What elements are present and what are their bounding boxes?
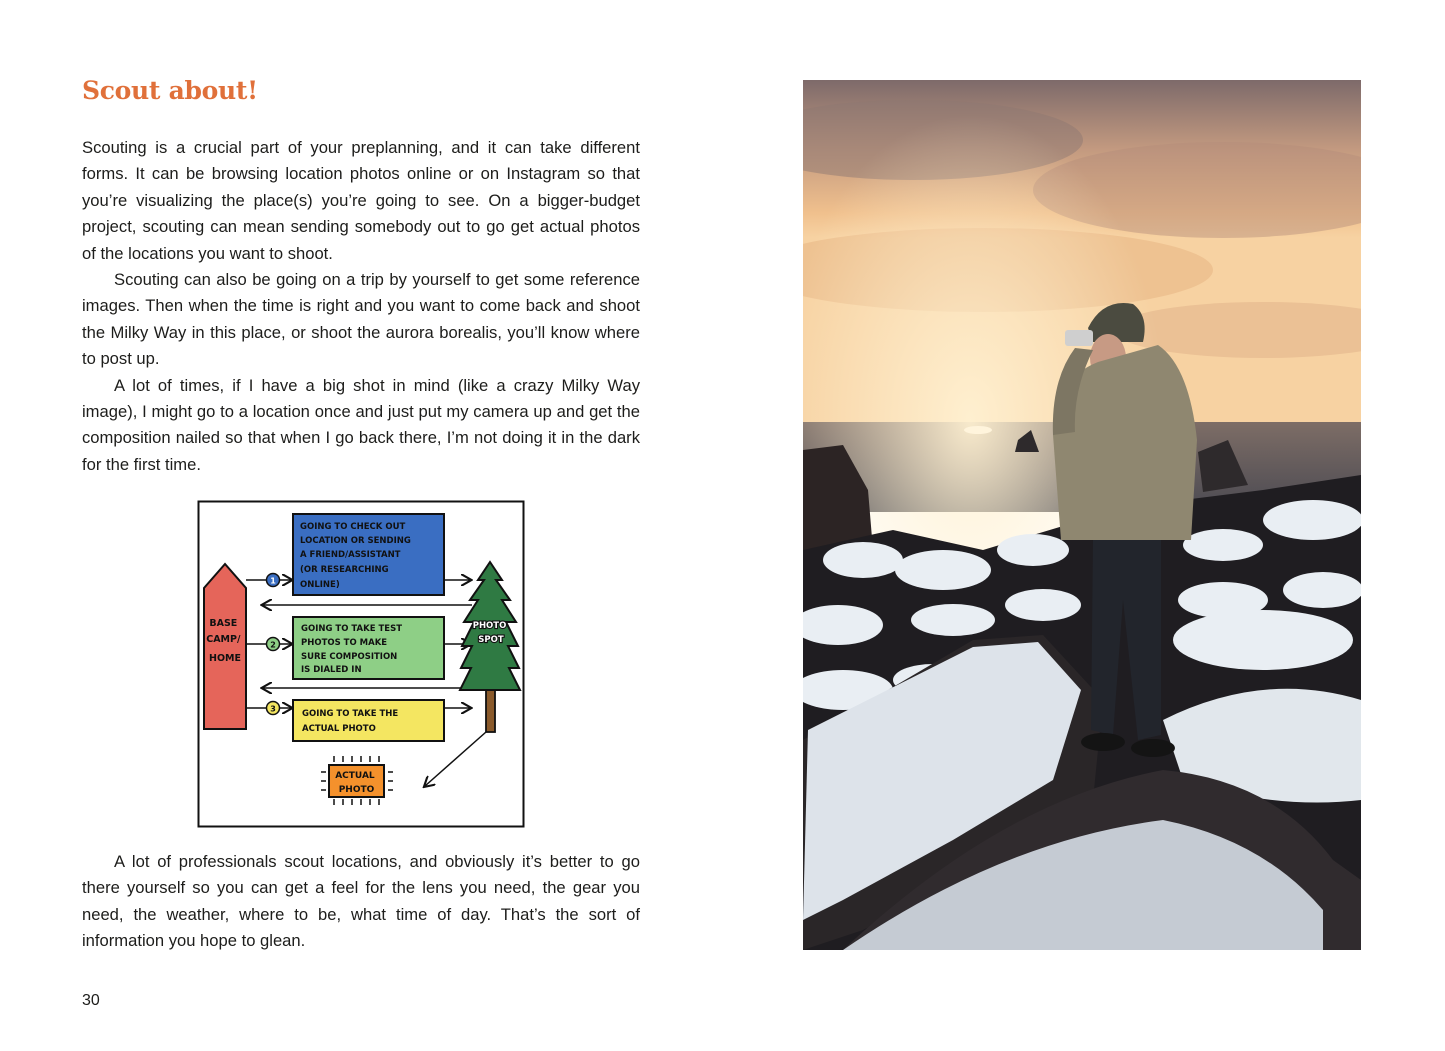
step-1-label: GOING TO CHECK OUT LOCATION OR SENDING A FRIEND/ASSISTANT (OR RESEARCHING ONLINE) (300, 522, 411, 590)
step-3-label: GOING TO TAKE THE ACTUAL PHOTO (302, 709, 399, 734)
body-text-bottom (82, 849, 640, 955)
photo-spot-label: PHOTO SPOT (472, 621, 507, 645)
paragraph: Scouting is a crucial part of your preplanning, and it can take different forms. It can be browsing location photos online or on Instagram so that you’re visualizing the place(s) you’re going to see. On a bigger-budget project, scouting can mean sending somebody out to go get actual photos of the locations you want to shoot. (82, 138, 640, 263)
actual-photo-label: ACTUAL PHOTO (335, 771, 375, 795)
paragraph: Scouting can also be going on a trip by yourself to get some reference images. Then when the time is right and you want to come back and shoot the Milky Way in this place, or shoot the aurora borealis, you’ll know where to post up. (82, 270, 640, 369)
photographer-scouting-photo (803, 80, 1361, 950)
step-1-number: 1 (270, 576, 276, 586)
page-title: Scout about! (82, 76, 258, 105)
tree-trunk (486, 690, 495, 732)
body-text-top (82, 135, 640, 478)
base-camp-house-icon (204, 564, 246, 729)
step-3-number: 3 (270, 704, 276, 714)
step-2-label: GOING TO TAKE TEST PHOTOS TO MAKE SURE COMPOSITION IS DIALED IN (301, 624, 402, 675)
step-3-box (293, 700, 444, 741)
scouting-diagram (197, 500, 525, 828)
page-number: 30 (82, 992, 100, 1009)
paragraph: A lot of times, if I have a big shot in mind (like a crazy Milky Way image), I might go to a location once and just put my camera up and get the composition nailed so that when I go back there, I’m not doing it in the dark for the first time. (82, 375, 640, 474)
step-2-number: 2 (270, 640, 276, 650)
base-camp-label: BASE CAMP/ HOME (206, 618, 241, 664)
paragraph: A lot of professionals scout locations, and obviously it’s better to go there yourself so you can get a feel for the lens you need, the gear you need, the weather, where to be, what time of day. That’s the sort of information you hope to glean. (82, 852, 640, 951)
